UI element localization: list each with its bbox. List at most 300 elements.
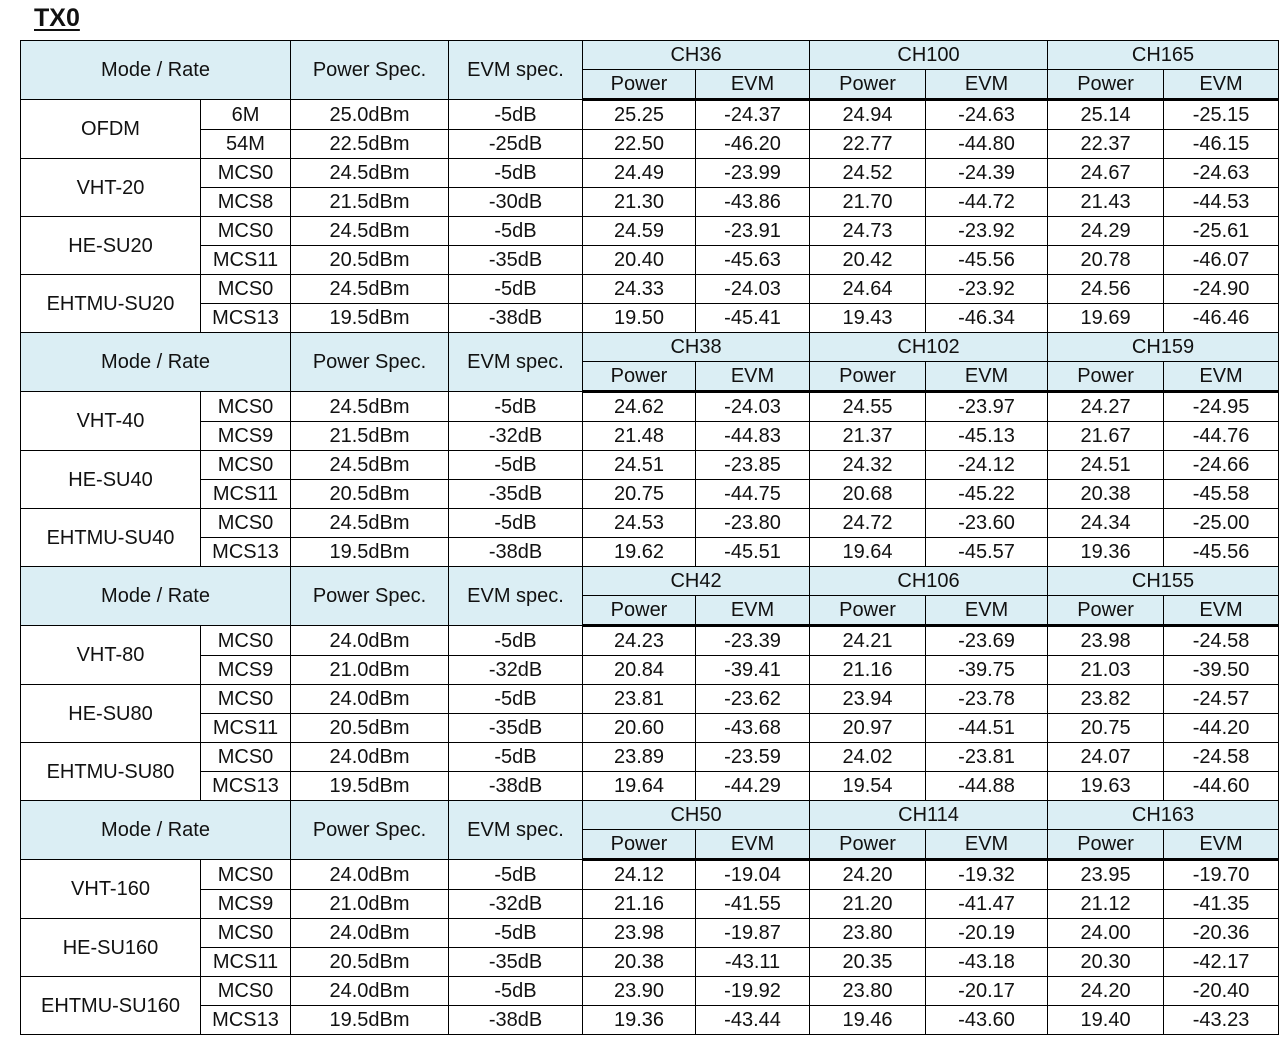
power-value-cell: 24.55	[810, 392, 926, 422]
channel-header: CH42	[583, 567, 810, 596]
power-value-cell: 23.94	[810, 685, 926, 714]
evm-spec-cell: -5dB	[449, 100, 583, 130]
evm-spec-cell: -5dB	[449, 392, 583, 422]
evm-spec-cell: -35dB	[449, 480, 583, 509]
rate-cell: MCS0	[201, 451, 291, 480]
channel-header: CH159	[1048, 333, 1279, 362]
power-value-cell: 21.16	[810, 656, 926, 685]
power-subheader: Power	[810, 362, 926, 392]
power-value-cell: 25.25	[583, 100, 696, 130]
mode-cell: VHT-160	[21, 860, 201, 919]
mode-cell: HE-SU20	[21, 217, 201, 275]
mode-cell: EHTMU-SU40	[21, 509, 201, 567]
power-value-cell: 19.62	[583, 538, 696, 567]
evm-subheader: EVM	[696, 830, 810, 860]
evm-value-cell: -23.59	[696, 743, 810, 772]
power-spec-cell: 24.5dBm	[291, 509, 449, 538]
evm-spec-cell: -5dB	[449, 919, 583, 948]
power-spec-cell: 24.0dBm	[291, 743, 449, 772]
power-value-cell: 24.34	[1048, 509, 1164, 538]
evm-spec-header: EVM spec.	[449, 567, 583, 626]
evm-value-cell: -46.15	[1164, 130, 1279, 159]
section-header-row	[21, 801, 1279, 830]
evm-subheader: EVM	[696, 362, 810, 392]
evm-value-cell: -23.85	[696, 451, 810, 480]
evm-subheader: EVM	[1164, 830, 1279, 860]
power-value-cell: 24.72	[810, 509, 926, 538]
mode-cell: HE-SU160	[21, 919, 201, 977]
table-row	[21, 304, 1279, 333]
power-spec-header: Power Spec.	[291, 41, 449, 100]
mode-cell: HE-SU80	[21, 685, 201, 743]
power-value-cell: 24.51	[1048, 451, 1164, 480]
evm-value-cell: -19.92	[696, 977, 810, 1006]
power-value-cell: 20.42	[810, 246, 926, 275]
rate-cell: MCS0	[201, 217, 291, 246]
power-spec-cell: 24.0dBm	[291, 919, 449, 948]
evm-spec-cell: -25dB	[449, 130, 583, 159]
power-value-cell: 22.77	[810, 130, 926, 159]
evm-value-cell: -20.17	[926, 977, 1048, 1006]
power-value-cell: 20.97	[810, 714, 926, 743]
power-value-cell: 21.16	[583, 890, 696, 919]
evm-value-cell: -23.69	[926, 626, 1048, 656]
power-value-cell: 21.12	[1048, 890, 1164, 919]
power-value-cell: 24.07	[1048, 743, 1164, 772]
power-spec-cell: 24.5dBm	[291, 159, 449, 188]
power-value-cell: 24.23	[583, 626, 696, 656]
power-subheader: Power	[810, 70, 926, 100]
power-value-cell: 24.59	[583, 217, 696, 246]
rate-cell: MCS0	[201, 509, 291, 538]
table-row	[21, 685, 1279, 714]
evm-value-cell: -44.51	[926, 714, 1048, 743]
mode-cell: HE-SU40	[21, 451, 201, 509]
evm-value-cell: -43.18	[926, 948, 1048, 977]
evm-value-cell: -44.80	[926, 130, 1048, 159]
power-value-cell: 19.36	[1048, 538, 1164, 567]
power-value-cell: 24.29	[1048, 217, 1164, 246]
section-header-row	[21, 41, 1279, 70]
evm-value-cell: -20.19	[926, 919, 1048, 948]
table-row	[21, 480, 1279, 509]
evm-spec-cell: -35dB	[449, 948, 583, 977]
evm-spec-cell: -5dB	[449, 509, 583, 538]
evm-value-cell: -41.35	[1164, 890, 1279, 919]
power-value-cell: 19.63	[1048, 772, 1164, 801]
power-spec-header: Power Spec.	[291, 567, 449, 626]
power-subheader: Power	[583, 362, 696, 392]
channel-header: CH114	[810, 801, 1048, 830]
evm-spec-cell: -38dB	[449, 304, 583, 333]
power-spec-cell: 19.5dBm	[291, 1006, 449, 1035]
rate-cell: MCS0	[201, 392, 291, 422]
rate-cell: 6M	[201, 100, 291, 130]
power-value-cell: 21.03	[1048, 656, 1164, 685]
mode-cell: EHTMU-SU20	[21, 275, 201, 333]
rate-cell: MCS8	[201, 188, 291, 217]
rate-cell: MCS0	[201, 685, 291, 714]
evm-spec-cell: -35dB	[449, 246, 583, 275]
evm-value-cell: -43.11	[696, 948, 810, 977]
power-value-cell: 23.89	[583, 743, 696, 772]
power-value-cell: 23.90	[583, 977, 696, 1006]
rate-cell: MCS0	[201, 977, 291, 1006]
table-row	[21, 159, 1279, 188]
evm-value-cell: -23.39	[696, 626, 810, 656]
power-value-cell: 21.67	[1048, 422, 1164, 451]
evm-value-cell: -45.13	[926, 422, 1048, 451]
rate-cell: MCS0	[201, 626, 291, 656]
rate-cell: MCS13	[201, 304, 291, 333]
power-value-cell: 20.75	[583, 480, 696, 509]
evm-spec-header: EVM spec.	[449, 801, 583, 860]
power-value-cell: 20.30	[1048, 948, 1164, 977]
power-spec-cell: 24.5dBm	[291, 451, 449, 480]
power-value-cell: 23.98	[583, 919, 696, 948]
power-value-cell: 19.46	[810, 1006, 926, 1035]
power-subheader: Power	[1048, 70, 1164, 100]
tx0-results-table	[20, 40, 1279, 1035]
channel-header: CH106	[810, 567, 1048, 596]
power-value-cell: 21.30	[583, 188, 696, 217]
mode-cell: EHTMU-SU80	[21, 743, 201, 801]
evm-value-cell: -24.66	[1164, 451, 1279, 480]
rate-cell: MCS0	[201, 743, 291, 772]
evm-spec-cell: -5dB	[449, 217, 583, 246]
power-value-cell: 24.53	[583, 509, 696, 538]
evm-value-cell: -24.39	[926, 159, 1048, 188]
rate-cell: MCS13	[201, 772, 291, 801]
evm-value-cell: -24.57	[1164, 685, 1279, 714]
power-subheader: Power	[1048, 362, 1164, 392]
evm-spec-cell: -35dB	[449, 714, 583, 743]
power-spec-cell: 24.0dBm	[291, 685, 449, 714]
evm-value-cell: -41.55	[696, 890, 810, 919]
power-spec-cell: 19.5dBm	[291, 304, 449, 333]
evm-value-cell: -43.44	[696, 1006, 810, 1035]
table-row	[21, 772, 1279, 801]
evm-value-cell: -23.92	[926, 217, 1048, 246]
evm-value-cell: -23.91	[696, 217, 810, 246]
evm-value-cell: -25.00	[1164, 509, 1279, 538]
evm-subheader: EVM	[926, 830, 1048, 860]
evm-value-cell: -25.61	[1164, 217, 1279, 246]
evm-value-cell: -44.72	[926, 188, 1048, 217]
power-value-cell: 21.37	[810, 422, 926, 451]
power-spec-cell: 20.5dBm	[291, 246, 449, 275]
power-value-cell: 24.67	[1048, 159, 1164, 188]
power-value-cell: 24.27	[1048, 392, 1164, 422]
power-value-cell: 19.64	[810, 538, 926, 567]
power-value-cell: 20.78	[1048, 246, 1164, 275]
power-value-cell: 22.37	[1048, 130, 1164, 159]
rate-cell: MCS0	[201, 860, 291, 890]
power-spec-cell: 24.5dBm	[291, 217, 449, 246]
rate-cell: MCS13	[201, 1006, 291, 1035]
power-value-cell: 24.51	[583, 451, 696, 480]
evm-value-cell: -20.40	[1164, 977, 1279, 1006]
power-subheader: Power	[583, 596, 696, 626]
evm-subheader: EVM	[696, 596, 810, 626]
evm-spec-cell: -32dB	[449, 422, 583, 451]
evm-value-cell: -44.76	[1164, 422, 1279, 451]
power-value-cell: 23.80	[810, 977, 926, 1006]
rate-cell: MCS0	[201, 159, 291, 188]
table-row	[21, 217, 1279, 246]
table-row	[21, 188, 1279, 217]
power-spec-cell: 25.0dBm	[291, 100, 449, 130]
page-title: TX0	[34, 4, 80, 32]
evm-spec-header: EVM spec.	[449, 333, 583, 392]
power-value-cell: 21.48	[583, 422, 696, 451]
rate-cell: MCS13	[201, 538, 291, 567]
mode-cell: VHT-20	[21, 159, 201, 217]
power-spec-cell: 24.0dBm	[291, 626, 449, 656]
evm-value-cell: -44.53	[1164, 188, 1279, 217]
rate-cell: MCS0	[201, 275, 291, 304]
power-spec-cell: 24.0dBm	[291, 977, 449, 1006]
evm-value-cell: -23.62	[696, 685, 810, 714]
power-value-cell: 23.98	[1048, 626, 1164, 656]
channel-header: CH155	[1048, 567, 1279, 596]
power-spec-cell: 21.0dBm	[291, 890, 449, 919]
evm-subheader: EVM	[1164, 596, 1279, 626]
evm-spec-cell: -32dB	[449, 656, 583, 685]
evm-value-cell: -24.63	[1164, 159, 1279, 188]
table-row	[21, 100, 1279, 130]
power-value-cell: 19.43	[810, 304, 926, 333]
power-spec-cell: 20.5dBm	[291, 480, 449, 509]
table-row	[21, 130, 1279, 159]
power-subheader: Power	[583, 830, 696, 860]
table-row	[21, 919, 1279, 948]
rate-cell: MCS9	[201, 422, 291, 451]
evm-value-cell: -45.63	[696, 246, 810, 275]
power-value-cell: 24.02	[810, 743, 926, 772]
rate-cell: MCS0	[201, 919, 291, 948]
evm-subheader: EVM	[926, 362, 1048, 392]
evm-spec-cell: -5dB	[449, 451, 583, 480]
channel-header: CH163	[1048, 801, 1279, 830]
power-value-cell: 20.38	[1048, 480, 1164, 509]
evm-value-cell: -24.58	[1164, 626, 1279, 656]
power-subheader: Power	[810, 596, 926, 626]
evm-value-cell: -46.07	[1164, 246, 1279, 275]
rate-cell: MCS11	[201, 480, 291, 509]
power-spec-cell: 24.5dBm	[291, 392, 449, 422]
table-row	[21, 509, 1279, 538]
channel-header: CH36	[583, 41, 810, 70]
evm-value-cell: -23.81	[926, 743, 1048, 772]
power-value-cell: 22.50	[583, 130, 696, 159]
evm-spec-cell: -30dB	[449, 188, 583, 217]
power-spec-cell: 20.5dBm	[291, 948, 449, 977]
table-row	[21, 538, 1279, 567]
power-value-cell: 24.73	[810, 217, 926, 246]
mode-rate-header: Mode / Rate	[21, 41, 291, 100]
power-value-cell: 24.56	[1048, 275, 1164, 304]
power-spec-cell: 21.5dBm	[291, 422, 449, 451]
evm-spec-header: EVM spec.	[449, 41, 583, 100]
channel-header: CH100	[810, 41, 1048, 70]
evm-value-cell: -20.36	[1164, 919, 1279, 948]
power-subheader: Power	[810, 830, 926, 860]
evm-spec-cell: -38dB	[449, 1006, 583, 1035]
table-row	[21, 714, 1279, 743]
power-value-cell: 24.52	[810, 159, 926, 188]
power-value-cell: 24.49	[583, 159, 696, 188]
power-spec-header: Power Spec.	[291, 333, 449, 392]
channel-header: CH102	[810, 333, 1048, 362]
evm-spec-cell: -5dB	[449, 743, 583, 772]
power-value-cell: 19.50	[583, 304, 696, 333]
evm-value-cell: -45.57	[926, 538, 1048, 567]
evm-value-cell: -24.37	[696, 100, 810, 130]
evm-subheader: EVM	[696, 70, 810, 100]
evm-value-cell: -25.15	[1164, 100, 1279, 130]
evm-value-cell: -46.20	[696, 130, 810, 159]
power-value-cell: 24.32	[810, 451, 926, 480]
table-row	[21, 275, 1279, 304]
power-value-cell: 24.12	[583, 860, 696, 890]
power-value-cell: 23.95	[1048, 860, 1164, 890]
power-value-cell: 24.20	[810, 860, 926, 890]
power-value-cell: 20.68	[810, 480, 926, 509]
power-subheader: Power	[583, 70, 696, 100]
evm-value-cell: -23.80	[696, 509, 810, 538]
evm-value-cell: -43.60	[926, 1006, 1048, 1035]
table-row	[21, 890, 1279, 919]
table-row	[21, 626, 1279, 656]
power-value-cell: 20.38	[583, 948, 696, 977]
evm-spec-cell: -5dB	[449, 626, 583, 656]
power-value-cell: 19.64	[583, 772, 696, 801]
table-row	[21, 656, 1279, 685]
evm-subheader: EVM	[926, 70, 1048, 100]
power-subheader: Power	[1048, 596, 1164, 626]
evm-value-cell: -24.90	[1164, 275, 1279, 304]
power-spec-cell: 24.5dBm	[291, 275, 449, 304]
evm-value-cell: -44.83	[696, 422, 810, 451]
power-value-cell: 24.94	[810, 100, 926, 130]
evm-subheader: EVM	[926, 596, 1048, 626]
power-spec-cell: 24.0dBm	[291, 860, 449, 890]
mode-cell: EHTMU-SU160	[21, 977, 201, 1035]
mode-rate-header: Mode / Rate	[21, 333, 291, 392]
evm-value-cell: -19.87	[696, 919, 810, 948]
power-value-cell: 24.33	[583, 275, 696, 304]
evm-value-cell: -43.86	[696, 188, 810, 217]
evm-value-cell: -46.34	[926, 304, 1048, 333]
power-spec-cell: 22.5dBm	[291, 130, 449, 159]
table-row	[21, 977, 1279, 1006]
table-row	[21, 948, 1279, 977]
power-value-cell: 19.54	[810, 772, 926, 801]
evm-subheader: EVM	[1164, 70, 1279, 100]
evm-value-cell: -44.20	[1164, 714, 1279, 743]
tx0-results-table-container	[20, 40, 1278, 1035]
rate-cell: MCS11	[201, 948, 291, 977]
evm-value-cell: -42.17	[1164, 948, 1279, 977]
evm-value-cell: -39.50	[1164, 656, 1279, 685]
mode-rate-header: Mode / Rate	[21, 567, 291, 626]
mode-cell: OFDM	[21, 100, 201, 159]
evm-value-cell: -45.58	[1164, 480, 1279, 509]
table-row	[21, 1006, 1279, 1035]
power-value-cell: 24.00	[1048, 919, 1164, 948]
evm-value-cell: -44.75	[696, 480, 810, 509]
evm-value-cell: -45.22	[926, 480, 1048, 509]
power-spec-cell: 21.0dBm	[291, 656, 449, 685]
power-value-cell: 19.36	[583, 1006, 696, 1035]
rate-cell: MCS9	[201, 890, 291, 919]
table-row	[21, 422, 1279, 451]
power-value-cell: 19.69	[1048, 304, 1164, 333]
evm-value-cell: -46.46	[1164, 304, 1279, 333]
evm-value-cell: -24.63	[926, 100, 1048, 130]
evm-spec-cell: -32dB	[449, 890, 583, 919]
evm-value-cell: -24.12	[926, 451, 1048, 480]
power-spec-cell: 19.5dBm	[291, 538, 449, 567]
evm-spec-cell: -38dB	[449, 538, 583, 567]
evm-value-cell: -45.51	[696, 538, 810, 567]
power-value-cell: 20.60	[583, 714, 696, 743]
evm-value-cell: -23.99	[696, 159, 810, 188]
evm-spec-cell: -38dB	[449, 772, 583, 801]
evm-value-cell: -23.97	[926, 392, 1048, 422]
evm-value-cell: -39.41	[696, 656, 810, 685]
power-spec-cell: 21.5dBm	[291, 188, 449, 217]
power-value-cell: 24.20	[1048, 977, 1164, 1006]
power-value-cell: 23.81	[583, 685, 696, 714]
evm-spec-cell: -5dB	[449, 977, 583, 1006]
evm-value-cell: -23.92	[926, 275, 1048, 304]
evm-spec-cell: -5dB	[449, 159, 583, 188]
table-row	[21, 246, 1279, 275]
evm-spec-cell: -5dB	[449, 685, 583, 714]
table-row	[21, 392, 1279, 422]
section-header-row	[21, 567, 1279, 596]
rate-cell: MCS11	[201, 246, 291, 275]
power-value-cell: 21.43	[1048, 188, 1164, 217]
power-value-cell: 20.40	[583, 246, 696, 275]
mode-cell: VHT-80	[21, 626, 201, 685]
power-value-cell: 24.21	[810, 626, 926, 656]
evm-value-cell: -24.03	[696, 275, 810, 304]
evm-value-cell: -19.32	[926, 860, 1048, 890]
evm-value-cell: -23.60	[926, 509, 1048, 538]
evm-spec-cell: -5dB	[449, 275, 583, 304]
section-header-row	[21, 333, 1279, 362]
evm-value-cell: -45.56	[926, 246, 1048, 275]
evm-value-cell: -44.29	[696, 772, 810, 801]
channel-header: CH165	[1048, 41, 1279, 70]
mode-rate-header: Mode / Rate	[21, 801, 291, 860]
power-subheader: Power	[1048, 830, 1164, 860]
evm-value-cell: -44.88	[926, 772, 1048, 801]
power-value-cell: 23.80	[810, 919, 926, 948]
power-value-cell: 25.14	[1048, 100, 1164, 130]
evm-value-cell: -45.56	[1164, 538, 1279, 567]
evm-value-cell: -19.70	[1164, 860, 1279, 890]
evm-value-cell: -44.60	[1164, 772, 1279, 801]
power-value-cell: 23.82	[1048, 685, 1164, 714]
evm-value-cell: -39.75	[926, 656, 1048, 685]
evm-value-cell: -24.58	[1164, 743, 1279, 772]
power-spec-header: Power Spec.	[291, 801, 449, 860]
mode-cell: VHT-40	[21, 392, 201, 451]
